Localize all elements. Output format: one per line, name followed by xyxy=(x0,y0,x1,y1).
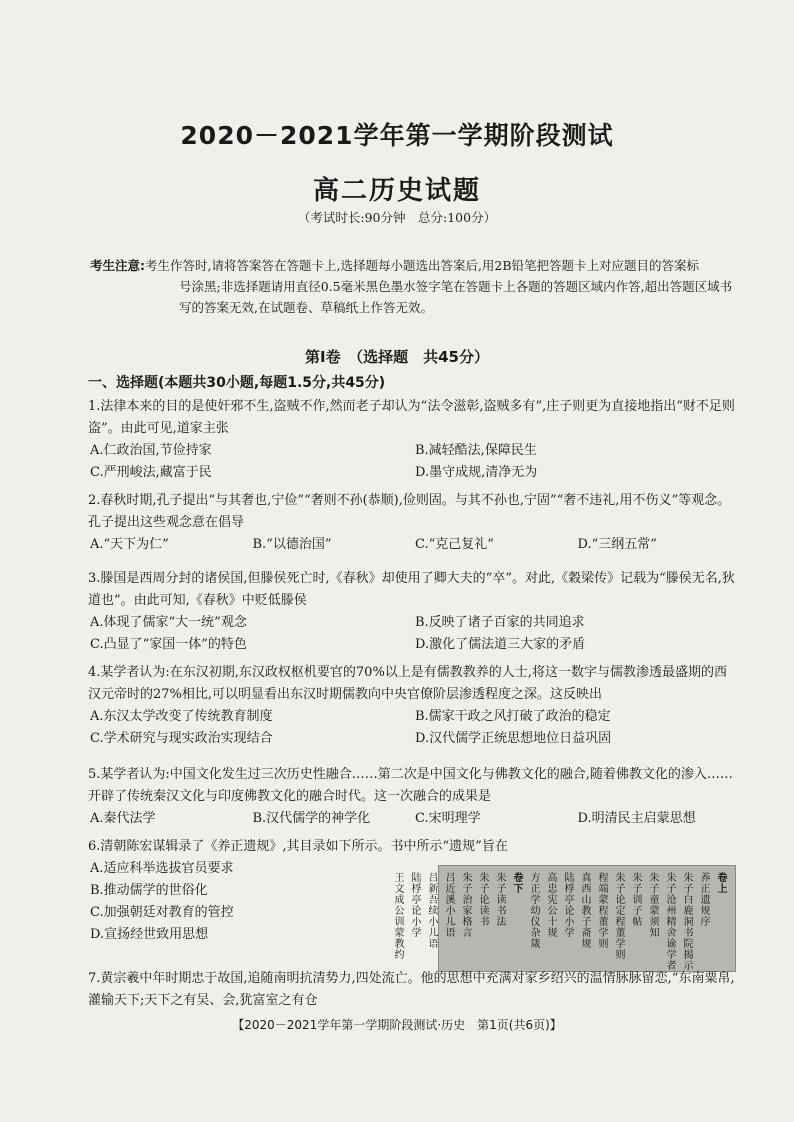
book-contents-entry: 真西山教子斋规 xyxy=(579,872,590,949)
options xyxy=(88,440,738,484)
option-a: A.秦代法学 xyxy=(90,811,156,826)
book-contents-entry: 朱子童蒙须知 xyxy=(647,872,658,938)
options xyxy=(88,534,738,556)
book-contents-entry: 朱子训子帖 xyxy=(630,872,641,927)
book-volume-heading: 卷下 xyxy=(511,872,522,894)
notice-label: 考生注意: xyxy=(90,258,145,273)
question-3 xyxy=(88,568,738,656)
section-heading: 一、选择题(本题共30小题,每题1.5分,共45分) xyxy=(88,375,386,391)
option-b: B.儒家干政之风打破了政治的稳定 xyxy=(415,709,611,724)
question-4 xyxy=(88,662,738,750)
option-d: D.宣扬经世致用思想 xyxy=(90,927,209,942)
book-contents-entry: 程端蒙程董学则 xyxy=(596,872,607,949)
book-contents-entry: 朱子论定程董学则 xyxy=(613,872,624,960)
question-stem: 2.春秋时期,孔子提出“与其奢也,宁俭”“奢则不孙(恭顺),俭则固。与其不孙也,宁固”“奢不违礼,用不伤义”等观念。孔子提出这些观念意在倡导 xyxy=(88,493,731,530)
question-stem: 6.清朝陈宏谋辑录了《养正遗规》,其目录如下所示。书中所示“遗规”旨在 xyxy=(88,839,508,854)
option-b: B.反映了诸子百家的共同追求 xyxy=(415,615,585,630)
options xyxy=(88,612,738,656)
notice-line-2: 号涂黑;非选择题请用直径0.5毫米黑色墨水签字笔在答题卡上各题的答题区域内作答,超出答题区域书 xyxy=(179,279,733,294)
option-d: D.汉代儒学正统思想地位日益巩固 xyxy=(415,731,612,746)
question-5 xyxy=(88,764,738,830)
option-a: A.东汉太学改变了传统教育制度 xyxy=(90,709,273,724)
option-b: B.“以德治国” xyxy=(252,537,332,552)
options xyxy=(88,706,738,750)
book-contents-entry: 朱子读书法 xyxy=(494,872,505,927)
part-heading: 第Ⅰ卷 （选择题 共45分） xyxy=(305,348,489,366)
book-contents-table xyxy=(392,865,736,972)
option-d: D.激化了儒法道三大家的矛盾 xyxy=(415,637,586,652)
options xyxy=(88,858,438,946)
book-contents-entry: 方正学幼仪杂箴 xyxy=(528,872,539,949)
question-stem: 1.法律本来的目的是使奸邪不生,盗贼不作,然而老子却认为“法令滋彰,盗贼多有”,庄子则更为直接地指出“财不足则盗”。由此可见,道家主张 xyxy=(88,399,735,436)
option-a: A.适应科举选拔官员要求 xyxy=(90,861,234,876)
question-7 xyxy=(88,968,738,1012)
option-d: D.墨守成规,清净无为 xyxy=(415,465,538,480)
question-1 xyxy=(88,396,738,484)
option-d: D.明清民主启蒙思想 xyxy=(577,811,696,826)
book-contents-entry: 养正遗规序 xyxy=(698,872,709,927)
exam-meta: （考试时长:90分钟 总分:100分） xyxy=(297,210,497,225)
question-stem: 3.滕国是西周分封的诸侯国,但滕侯死亡时,《春秋》却使用了卿大夫的“卒”。对此,《穀梁传》记载为“滕侯无名,狄道也”。由此可知,《春秋》中贬低滕侯 xyxy=(88,571,735,608)
book-contents-entry: 王文成公训蒙教约 xyxy=(392,872,403,960)
candidate-notice xyxy=(90,255,740,318)
option-c: C.加强朝廷对教育的管控 xyxy=(90,905,234,920)
book-contents-entry: 朱子治家格言 xyxy=(460,872,471,938)
option-a: A.“天下为仁” xyxy=(90,537,169,552)
book-volume-heading: 卷上 xyxy=(715,872,726,894)
option-b: B.汉代儒学的神学化 xyxy=(252,811,371,826)
book-contents-entry: 朱子白鹿洞书院揭示 xyxy=(681,872,692,971)
option-b: B.推动儒学的世俗化 xyxy=(90,883,208,898)
option-c: C.“克己复礼” xyxy=(415,537,494,552)
book-contents-entry: 朱子论读书 xyxy=(477,872,488,927)
notice-line-1: 考生作答时,请将答案答在答题卡上,选择题每小题选出答案后,用2B铅笔把答题卡上对应题目的答案标 xyxy=(145,258,700,273)
question-stem: 5.某学者认为:中国文化发生过三次历史性融合……第二次是中国文化与佛教文化的融合,随着佛教文化的渗入……开辟了传统秦汉文化与印度佛教文化的融合时代。这一次融合的成果是 xyxy=(88,767,733,804)
exam-title: 2020－2021学年第一学期阶段测试 xyxy=(180,121,614,150)
book-contents-entry: 吕近溪小儿语 xyxy=(443,872,454,938)
option-c: C.凸显了“家国一体”的特色 xyxy=(90,637,247,652)
option-a: A.仁政治国,节俭持家 xyxy=(90,443,212,458)
subject-title: 高二历史试题 xyxy=(312,176,481,206)
option-a: A.体现了儒家“大一统”观念 xyxy=(90,615,247,630)
option-c: C.宋明理学 xyxy=(415,811,481,826)
notice-line-3: 写的答案无效,在试题卷、草稿纸上作答无效。 xyxy=(179,300,433,315)
book-contents-entry: 陆桴亭论小学 xyxy=(409,872,420,938)
option-c: C.学术研究与现实政治实现结合 xyxy=(90,731,273,746)
book-contents-entry: 陆桴亭论小学 xyxy=(562,872,573,938)
question-2 xyxy=(88,490,738,556)
option-d: D.“三纲五常” xyxy=(577,537,657,552)
question-stem: 7.黄宗羲中年时期忠于故国,追随南明抗清势力,四处流亡。他的思想中充满对家乡绍兴的温情脉脉留恋,“东南粟帛,灌输天下;天下之有吴、会,犹富室之有仓 xyxy=(88,971,735,1008)
page-footer: 【2020－2021学年第一学期阶段测试·历史 第1页(共6页)】 xyxy=(232,1018,562,1032)
book-contents-entry: 朱子沧州精舍谕学者 xyxy=(664,872,675,971)
options xyxy=(88,808,738,830)
question-stem: 4.某学者认为:在东汉初期,东汉政权枢机要官的70%以上是有儒教教养的人士,将这一数字与儒教渗透最盛期的西汉元帝时的27%相比,可以明显看出东汉时期儒教向中央官僚阶层渗透程度之深。这反映出 xyxy=(88,665,727,702)
option-c: C.严刑峻法,藏富于民 xyxy=(90,465,212,480)
option-b: B.减轻酷法,保障民生 xyxy=(415,443,537,458)
book-contents-entry: 吕新吾续小儿语 xyxy=(426,872,437,949)
book-contents-entry: 高忠宪公十规 xyxy=(545,872,556,938)
